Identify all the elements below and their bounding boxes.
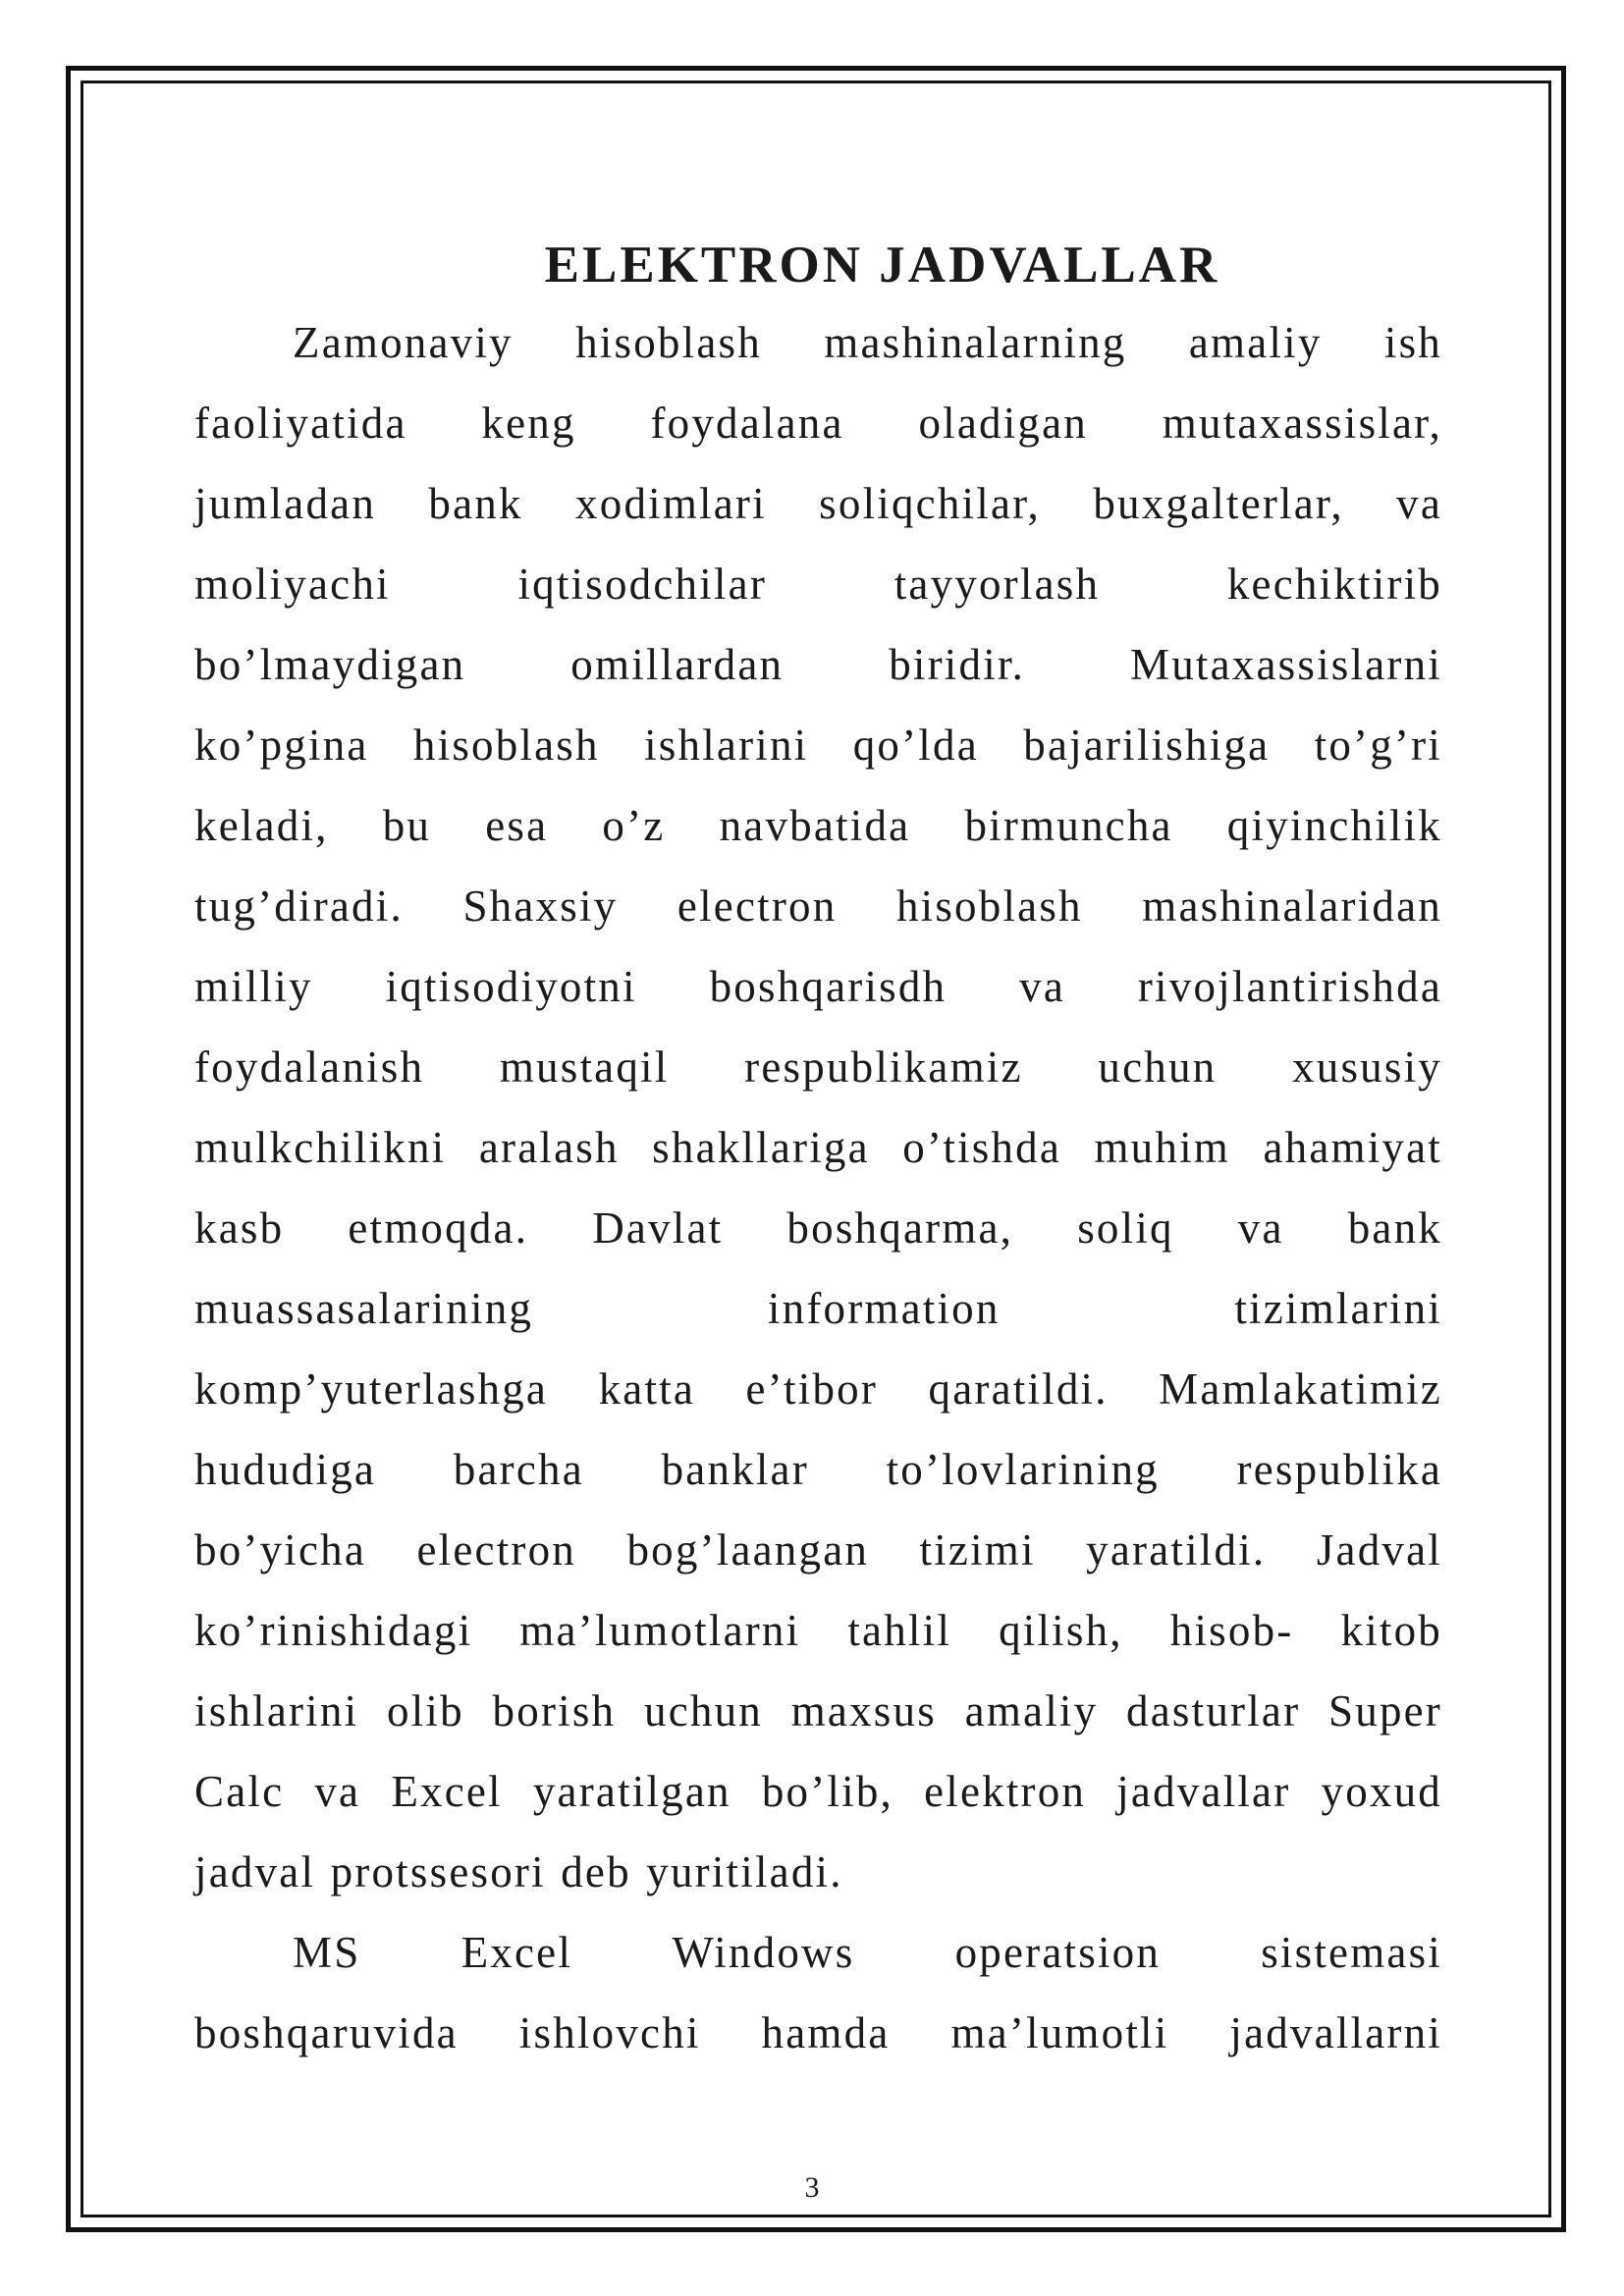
text-line: jumladan bank xodimlari soliqchilar, buxgalterlar, va: [194, 479, 1442, 528]
text-line: jadval protssesori deb yuritiladi.: [194, 1847, 843, 1896]
page-number: 3: [804, 2171, 820, 2204]
paragraph-1: [194, 302, 1442, 1912]
text-line: hududiga barcha banklar to’lovlarining respublika: [194, 1445, 1442, 1494]
text-line: Zamonaviy hisoblash mashinalarning amaliy ish: [293, 318, 1442, 367]
text-line: foydalanish mustaqil respublikamiz uchun xususiy: [194, 1042, 1442, 1092]
text-line: bo’lmaydigan omillardan biridir. Mutaxassislarni: [194, 640, 1442, 689]
text-line: faoliyatida keng foydalana oladigan mutaxassislar,: [194, 399, 1442, 448]
document-title: ELEKTRON JADVALLAR: [544, 237, 1220, 294]
text-line: ko’pgina hisoblash ishlarini qo’lda bajarilishiga to’g’ri: [194, 721, 1442, 770]
text-line: ishlarini olib borish uchun maxsus amaliy dasturlar Super: [194, 1686, 1442, 1735]
text-line: muassasalarining information tizimlarini: [194, 1284, 1442, 1333]
text-line: milliy iqtisodiyotni boshqarisdh va rivojlantirishda: [194, 962, 1442, 1011]
text-line: moliyachi iqtisodchilar tayyorlash kechiktirib: [194, 560, 1442, 609]
text-line: MS Excel Windows operatsion sistemasi: [293, 1928, 1442, 1977]
text-line: boshqaruvida ishlovchi hamda ma’lumotli jadvallarni: [194, 2008, 1442, 2057]
text-line: kasb etmoqda. Davlat boshqarma, soliq va bank: [194, 1203, 1442, 1253]
text-line: tug’diradi. Shaxsiy electron hisoblash mashinalaridan: [194, 881, 1442, 931]
text-line: komp’yuterlashga katta e’tibor qaratildi. Mamlakatimiz: [194, 1364, 1442, 1414]
text-line: bo’yicha electron bog’laangan tizimi yaratildi. Jadval: [194, 1525, 1442, 1575]
text-line: ko’rinishidagi ma’lumotlarni tahlil qilish, hisob- kitob: [194, 1606, 1442, 1655]
paragraph-2: [194, 1912, 1442, 2073]
text-line: keladi, bu esa o’z navbatida birmuncha qiyinchilik: [194, 801, 1442, 850]
page-content: [194, 228, 1442, 2073]
text-line: mulkchilikni aralash shakllariga o’tishda muhim ahamiyat: [194, 1123, 1442, 1172]
text-line: Calc va Excel yaratilgan bo’lib, elektron jadvallar yoxud: [194, 1767, 1442, 1816]
